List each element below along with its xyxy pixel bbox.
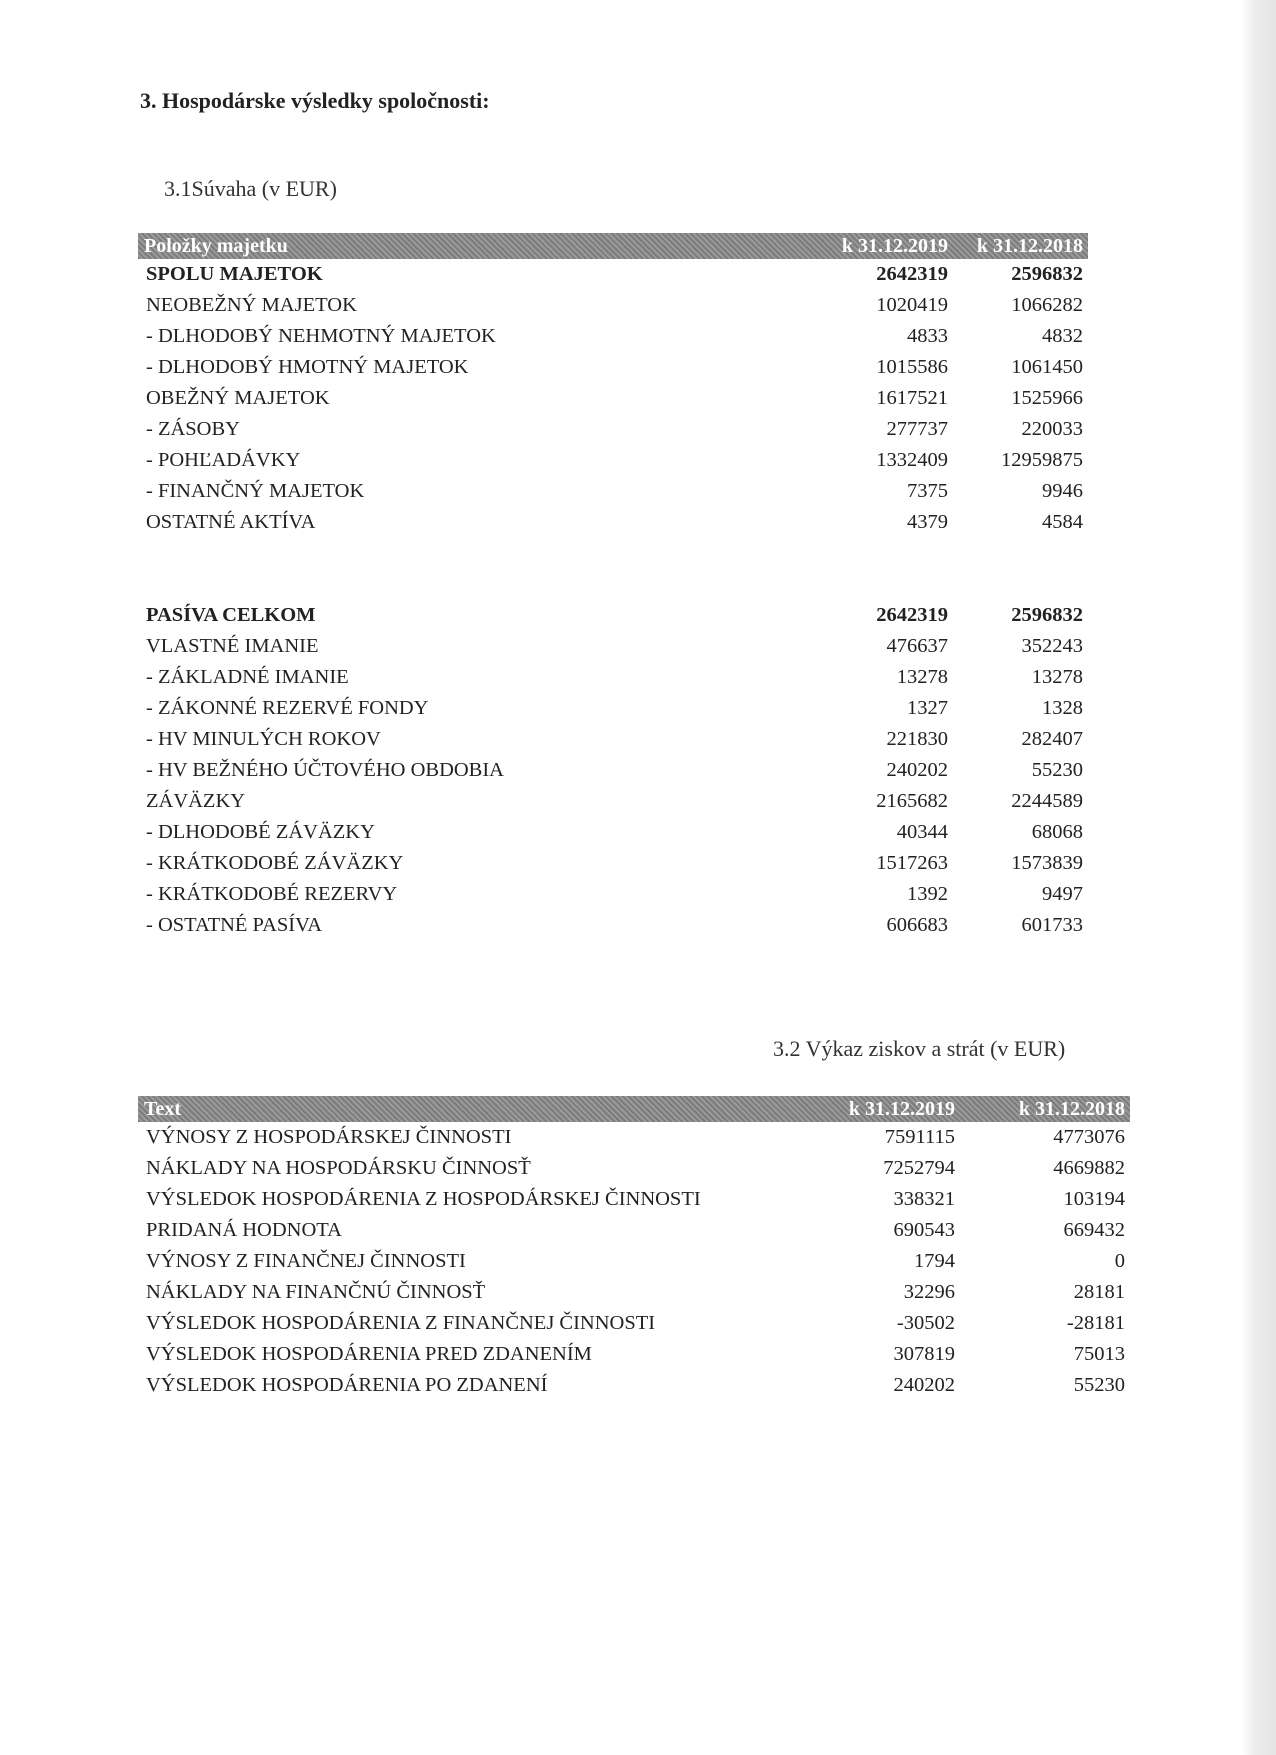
header-label: Text — [144, 1097, 182, 1120]
value-2018: -28181 — [1066, 1312, 1125, 1334]
header-col-2019: k 31.12.2019 — [848, 1097, 955, 1120]
value-2019: 2642319 — [876, 604, 948, 626]
header-col-2018: k 31.12.2018 — [976, 234, 1083, 257]
value-2019: 240202 — [886, 759, 948, 781]
value-2019: 13278 — [896, 666, 948, 688]
value-2019: 32296 — [903, 1281, 955, 1303]
value-2018: 1573839 — [1011, 852, 1083, 874]
row-label: - DLHODOBÝ NEHMOTNÝ MAJETOK — [146, 325, 496, 347]
value-2019: 1020419 — [876, 294, 948, 316]
value-2018: 12959875 — [1001, 449, 1083, 471]
row-label: - POHĽADÁVKY — [146, 449, 301, 471]
row-label: VÝNOSY Z HOSPODÁRSKEJ ČINNOSTI — [146, 1126, 512, 1148]
row-label: VÝNOSY Z FINANČNEJ ČINNOSTI — [146, 1250, 466, 1272]
value-2019: 690543 — [893, 1219, 955, 1241]
row-label: - HV BEŽNÉHO ÚČTOVÉHO OBDOBIA — [146, 759, 504, 781]
pl-rows — [138, 1122, 1130, 1401]
row-label: VÝSLEDOK HOSPODÁRENIA PRED ZDANENÍM — [146, 1343, 592, 1365]
value-2019: 1392 — [907, 883, 948, 905]
value-2019: 307819 — [893, 1343, 955, 1365]
table-row — [138, 786, 1088, 817]
table-row — [138, 290, 1088, 321]
header-label: Položky majetku — [144, 234, 288, 257]
row-label: - DLHODOBÉ ZÁVÄZKY — [146, 821, 375, 843]
value-2019: 1015586 — [876, 356, 948, 378]
balance-sheet-table — [138, 233, 1088, 941]
value-2019: 40344 — [896, 821, 948, 843]
value-2018: 9497 — [1042, 883, 1083, 905]
value-2018: 4669882 — [1053, 1157, 1125, 1179]
value-2018: 4773076 — [1053, 1126, 1125, 1148]
value-2018: 1066282 — [1011, 294, 1083, 316]
table-row — [138, 352, 1088, 383]
value-2019: 1617521 — [876, 387, 948, 409]
value-2018: 282407 — [1021, 728, 1083, 750]
balance-table-header — [138, 233, 1088, 259]
value-2018: 669432 — [1063, 1219, 1125, 1241]
table-row — [138, 879, 1088, 910]
value-2018: 2244589 — [1011, 790, 1083, 812]
value-2019: 2165682 — [876, 790, 948, 812]
value-2018: 2596832 — [1011, 604, 1083, 626]
table-row — [138, 817, 1088, 848]
value-2018: 601733 — [1021, 914, 1083, 936]
row-label: OBEŽNÝ MAJETOK — [146, 387, 330, 409]
value-2019: 476637 — [886, 635, 948, 657]
value-2018: 2596832 — [1011, 263, 1083, 285]
table-row — [138, 724, 1088, 755]
table-row — [138, 259, 1088, 290]
row-label: ZÁVÄZKY — [146, 790, 246, 812]
value-2019: 1332409 — [876, 449, 948, 471]
assets-rows — [138, 259, 1088, 538]
value-2018: 28181 — [1073, 1281, 1125, 1303]
row-label: VÝSLEDOK HOSPODÁRENIA PO ZDANENÍ — [146, 1374, 548, 1396]
table-row — [138, 507, 1088, 538]
liabilities-rows — [138, 600, 1088, 941]
row-label: PASÍVA CELKOM — [146, 604, 316, 626]
row-label: - ZÁSOBY — [146, 418, 240, 440]
value-2018: 220033 — [1021, 418, 1083, 440]
value-2019: 2642319 — [876, 263, 948, 285]
row-label: - ZÁKLADNÉ IMANIE — [146, 666, 349, 688]
table-row — [138, 383, 1088, 414]
table-row — [138, 600, 1088, 631]
table-row — [138, 848, 1088, 879]
scan-edge-shadow — [1242, 0, 1276, 1755]
balance-sheet-title: 3.1Súvaha (v EUR) — [164, 176, 337, 201]
table-row — [138, 321, 1088, 352]
value-2019: 606683 — [886, 914, 948, 936]
value-2019: 221830 — [886, 728, 948, 750]
value-2018: 0 — [1114, 1250, 1125, 1272]
row-label: - DLHODOBÝ HMOTNÝ MAJETOK — [146, 356, 469, 378]
value-2018: 55230 — [1031, 759, 1083, 781]
table-row — [138, 1153, 1130, 1184]
row-label: PRIDANÁ HODNOTA — [146, 1219, 342, 1241]
value-2018: 75013 — [1073, 1343, 1125, 1365]
value-2018: 352243 — [1021, 635, 1083, 657]
value-2019: 1517263 — [876, 852, 948, 874]
value-2018: 4584 — [1042, 511, 1083, 533]
table-row — [138, 1370, 1130, 1401]
value-2019: 4379 — [907, 511, 948, 533]
row-label: VÝSLEDOK HOSPODÁRENIA Z HOSPODÁRSKEJ ČINNOSTI — [146, 1188, 701, 1210]
section-heading: 3. Hospodárske výsledky spoločnosti: — [140, 88, 490, 113]
table-gap — [138, 538, 1088, 600]
value-2019: 240202 — [893, 1374, 955, 1396]
value-2018: 55230 — [1073, 1374, 1125, 1396]
row-label: - KRÁTKODOBÉ REZERVY — [146, 883, 398, 905]
value-2018: 13278 — [1031, 666, 1083, 688]
row-label: NEOBEŽNÝ MAJETOK — [146, 294, 357, 316]
table-row — [138, 1308, 1130, 1339]
value-2019: 1794 — [914, 1250, 955, 1272]
row-label: VLASTNÉ IMANIE — [146, 635, 319, 657]
table-row — [138, 414, 1088, 445]
row-label: - HV MINULÝCH ROKOV — [146, 728, 381, 750]
value-2018: 9946 — [1042, 480, 1083, 502]
row-label: - OSTATNÉ PASÍVA — [146, 914, 323, 936]
value-2019: 277737 — [886, 418, 948, 440]
value-2018: 4832 — [1042, 325, 1083, 347]
value-2018: 1328 — [1042, 697, 1083, 719]
header-col-2018: k 31.12.2018 — [1018, 1097, 1125, 1120]
header-col-2019: k 31.12.2019 — [841, 234, 948, 257]
table-row — [138, 755, 1088, 786]
value-2019: 7375 — [907, 480, 948, 502]
row-label: SPOLU MAJETOK — [146, 263, 323, 285]
value-2019: -30502 — [896, 1312, 955, 1334]
table-row — [138, 662, 1088, 693]
value-2019: 7591115 — [884, 1126, 955, 1148]
row-label: NÁKLADY NA FINANČNÚ ČINNOSŤ — [146, 1281, 486, 1303]
row-label: - ZÁKONNÉ REZERVÉ FONDY — [146, 697, 429, 719]
value-2018: 103194 — [1063, 1188, 1125, 1210]
row-label: NÁKLADY NA HOSPODÁRSKU ČINNOSŤ — [146, 1157, 531, 1179]
row-label: VÝSLEDOK HOSPODÁRENIA Z FINANČNEJ ČINNOSTI — [146, 1312, 656, 1334]
profit-loss-table — [138, 1096, 1130, 1401]
table-row — [138, 1184, 1130, 1215]
value-2018: 1061450 — [1011, 356, 1083, 378]
row-label: - KRÁTKODOBÉ ZÁVÄZKY — [146, 852, 404, 874]
table-row — [138, 1215, 1130, 1246]
table-row — [138, 1122, 1130, 1153]
table-row — [138, 445, 1088, 476]
value-2019: 7252794 — [883, 1157, 955, 1179]
value-2018: 68068 — [1031, 821, 1083, 843]
table-row — [138, 1339, 1130, 1370]
table-row — [138, 1277, 1130, 1308]
table-row — [138, 910, 1088, 941]
row-label: - FINANČNÝ MAJETOK — [146, 480, 365, 502]
value-2019: 338321 — [893, 1188, 955, 1210]
value-2019: 1327 — [907, 697, 948, 719]
pl-table-header — [138, 1096, 1130, 1122]
table-row — [138, 476, 1088, 507]
table-row — [138, 693, 1088, 724]
row-label: OSTATNÉ AKTÍVA — [146, 511, 316, 533]
table-row — [138, 1246, 1130, 1277]
value-2018: 1525966 — [1011, 387, 1083, 409]
profit-loss-title: 3.2 Výkaz ziskov a strát (v EUR) — [773, 1036, 1066, 1061]
table-row — [138, 631, 1088, 662]
value-2019: 4833 — [907, 325, 948, 347]
